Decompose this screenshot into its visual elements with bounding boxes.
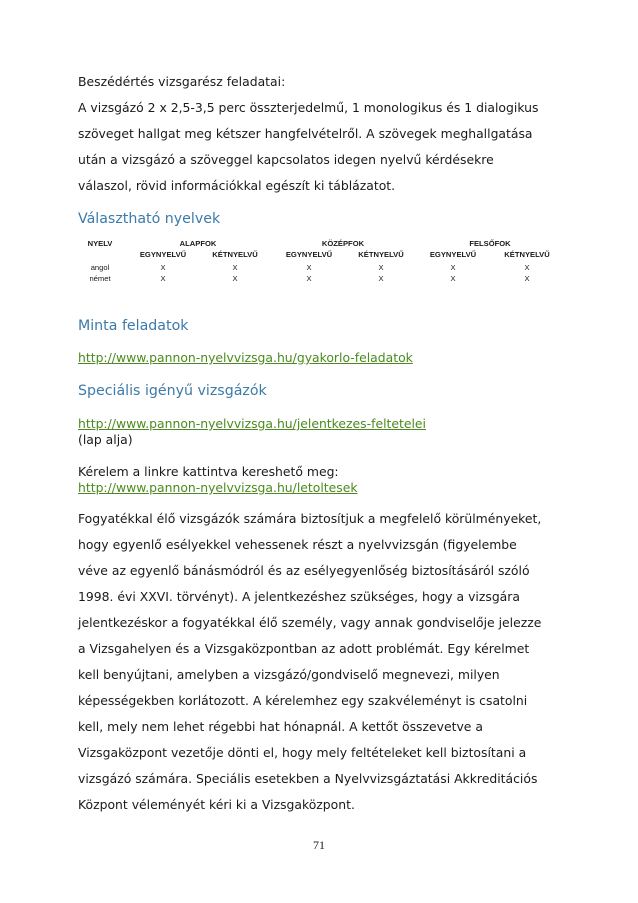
col-header-felsofok: FELSŐFOK <box>469 239 511 248</box>
sub-header-ketnyelvu: KÉTNYELVŰ <box>212 250 258 259</box>
table-cell-mark: X <box>524 263 530 272</box>
special-heading: Speciális igényű vizsgázók <box>78 383 267 399</box>
special-link-line <box>78 416 426 432</box>
special-line: képességekben korlátozott. A kérelemhez egy szakvéleményt is csatolni <box>78 693 528 708</box>
sub-header-egynyelvu: EGYNYELVŰ <box>429 250 477 259</box>
special-line: Vizsgaközpont vezetője dönti el, hogy mely feltételeket kell biztosítani a <box>78 745 527 760</box>
request-text: Kérelem a linkre kattintva kereshető meg: <box>78 464 339 479</box>
table-row-lang: német <box>89 274 111 283</box>
intro-line: szöveget hallgat meg kétszer hangfelvételről. A szövegek meghallgatása <box>78 126 533 141</box>
special-line: jelentkezéskor a fogyatékkal élő személy, vagy annak gondviselője jelezze <box>78 615 542 630</box>
special-link[interactable]: http://www.pannon-nyelvvizsga.hu/jelentkezes-feltetelei <box>78 416 426 431</box>
samples-link[interactable]: http://www.pannon-nyelvvizsga.hu/gyakorlo-feladatok <box>78 350 413 365</box>
special-line: kell benyújtani, amelyben a vizsgázó/gondviselő megnevezi, milyen <box>78 667 500 682</box>
special-line: a Vizsgahelyen és a Vizsgaközpontban az adott problémát. Egy kérelmet <box>78 641 530 656</box>
special-line: véve az egyenlő bánásmódról és az esélyegyenlőség biztosításáról szóló <box>78 563 530 578</box>
request-link[interactable]: http://www.pannon-nyelvvizsga.hu/letoltesek <box>78 480 358 495</box>
special-line: Fogyatékkal élő vizsgázók számára biztosítjuk a megfelelő körülményeket, <box>78 511 542 526</box>
table-cell-mark: X <box>160 263 166 272</box>
sub-header-ketnyelvu: KÉTNYELVŰ <box>358 250 404 259</box>
table-cell-mark: X <box>306 274 312 283</box>
special-line: vizsgázó számára. Speciális esetekben a Nyelvvizsgáztatási Akkreditációs <box>78 771 538 786</box>
table-cell-mark: X <box>524 274 530 283</box>
table-cell-mark: X <box>232 274 238 283</box>
intro-line: válaszol, rövid információkkal egészít ki táblázatot. <box>78 178 396 193</box>
table-cell-mark: X <box>378 263 384 272</box>
sub-header-egynyelvu: EGYNYELVŰ <box>139 250 187 259</box>
col-header-kozepfok: KÖZÉPFOK <box>321 239 365 248</box>
special-line: Központ véleményét kéri ki a Vizsgaközpont. <box>78 797 355 812</box>
samples-heading: Minta feladatok <box>78 318 189 334</box>
languages-heading: Választható nyelvek <box>78 211 221 227</box>
intro-line: Beszédértés vizsgarész feladatai: <box>78 74 286 89</box>
request-link-line <box>78 480 358 496</box>
col-header-alapfok: ALAPFOK <box>179 239 217 248</box>
table-cell-mark: X <box>378 274 384 283</box>
special-note: (lap alja) <box>78 432 133 447</box>
special-line: hogy egyenlő esélyekkel vehessenek részt a nyelvvizsgán (figyelembe <box>78 537 517 552</box>
intro-line: után a vizsgázó a szöveggel kapcsolatos idegen nyelvű kérdésekre <box>78 152 494 167</box>
samples-line <box>78 345 413 371</box>
table-cell-mark: X <box>450 274 456 283</box>
col-header-nyelv: NYELV <box>87 239 113 248</box>
intro-line: A vizsgázó 2 x 2,5-3,5 perc összterjedelmű, 1 monologikus és 1 dialogikus <box>78 100 539 115</box>
table-row-lang: angol <box>90 263 110 272</box>
special-line: 1998. évi XXVI. törvényt). A jelentkezéshez szükséges, hogy a vizsgára <box>78 589 520 604</box>
special-line: kell, mely nem lehet régebbi hat hónapnál. A kettőt összevetve a <box>78 719 483 734</box>
sub-header-egynyelvu: EGYNYELVŰ <box>285 250 333 259</box>
page-number: 71 <box>313 838 325 852</box>
table-cell-mark: X <box>450 263 456 272</box>
sub-header-ketnyelvu: KÉTNYELVŰ <box>504 250 550 259</box>
table-cell-mark: X <box>306 263 312 272</box>
table-cell-mark: X <box>160 274 166 283</box>
table-cell-mark: X <box>232 263 238 272</box>
